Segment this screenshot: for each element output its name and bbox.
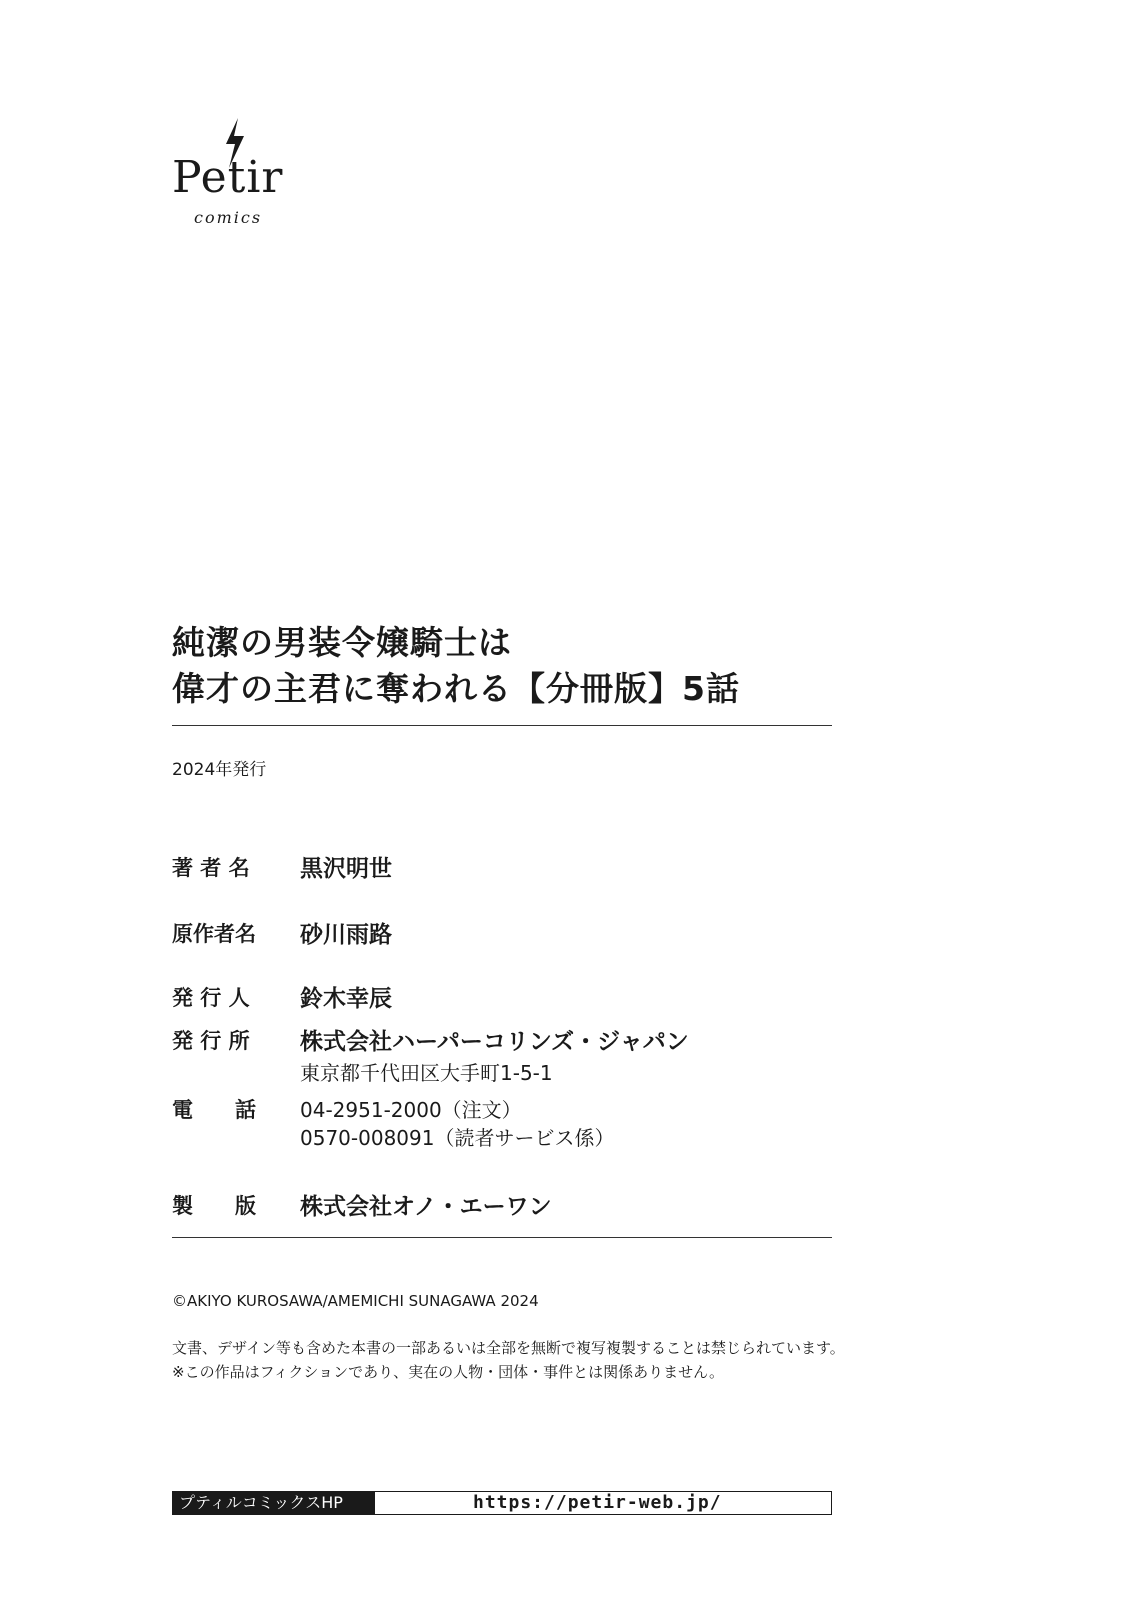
book-title <box>172 620 832 712</box>
legal-notice <box>172 1336 852 1384</box>
notice-line-1: 文書、デザイン等も含めた本書の一部あるいは全部を無断で複写複製することは禁じられています。 <box>172 1339 845 1357</box>
publisher-person-name: 鈴木幸辰 <box>300 986 392 1012</box>
publisher-person-label: 発 行 人 <box>172 986 250 1010</box>
phone-label: 電 話 <box>172 1098 256 1122</box>
logo-wordmark: Petir <box>172 152 284 203</box>
plate-company: 株式会社オノ・エーワン <box>300 1194 552 1220</box>
author-label: 著 者 名 <box>172 856 250 880</box>
copyright-line: ©AKIYO KUROSAWA/AMEMICHI SUNAGAWA 2024 <box>172 1292 539 1310</box>
phone-reader-service: 0570-008091（読者サービス係） <box>300 1126 615 1150</box>
publisher-name: 株式会社ハーパーコリンズ・ジャパン <box>300 1029 689 1055</box>
petir-comics-logo <box>172 118 302 238</box>
original-author-name: 砂川雨路 <box>300 922 392 948</box>
phone-order: 04-2951-2000（注文） <box>300 1098 522 1122</box>
logo-subtitle: comics <box>194 208 263 227</box>
original-author-label: 原作者名 <box>172 922 256 946</box>
divider-bottom <box>172 1237 832 1238</box>
homepage-box <box>172 1491 832 1515</box>
homepage-label: プティルコミックスHP <box>173 1492 375 1514</box>
author-name: 黒沢明世 <box>300 856 392 882</box>
publisher-label: 発 行 所 <box>172 1029 250 1053</box>
publication-year: 2024年発行 <box>172 760 267 780</box>
divider-top <box>172 725 832 726</box>
plate-label: 製 版 <box>172 1194 256 1218</box>
homepage-url[interactable]: https://petir-web.jp/ <box>473 1492 722 1513</box>
publisher-address: 東京都千代田区大手町1-5-1 <box>300 1061 553 1085</box>
title-line-2: 偉才の主君に奪われる【分冊版】5話 <box>172 669 740 708</box>
notice-line-2: ※この作品はフィクションであり、実在の人物・団体・事件とは関係ありません。 <box>172 1363 724 1381</box>
title-line-1: 純潔の男装令嬢騎士は <box>172 623 512 662</box>
